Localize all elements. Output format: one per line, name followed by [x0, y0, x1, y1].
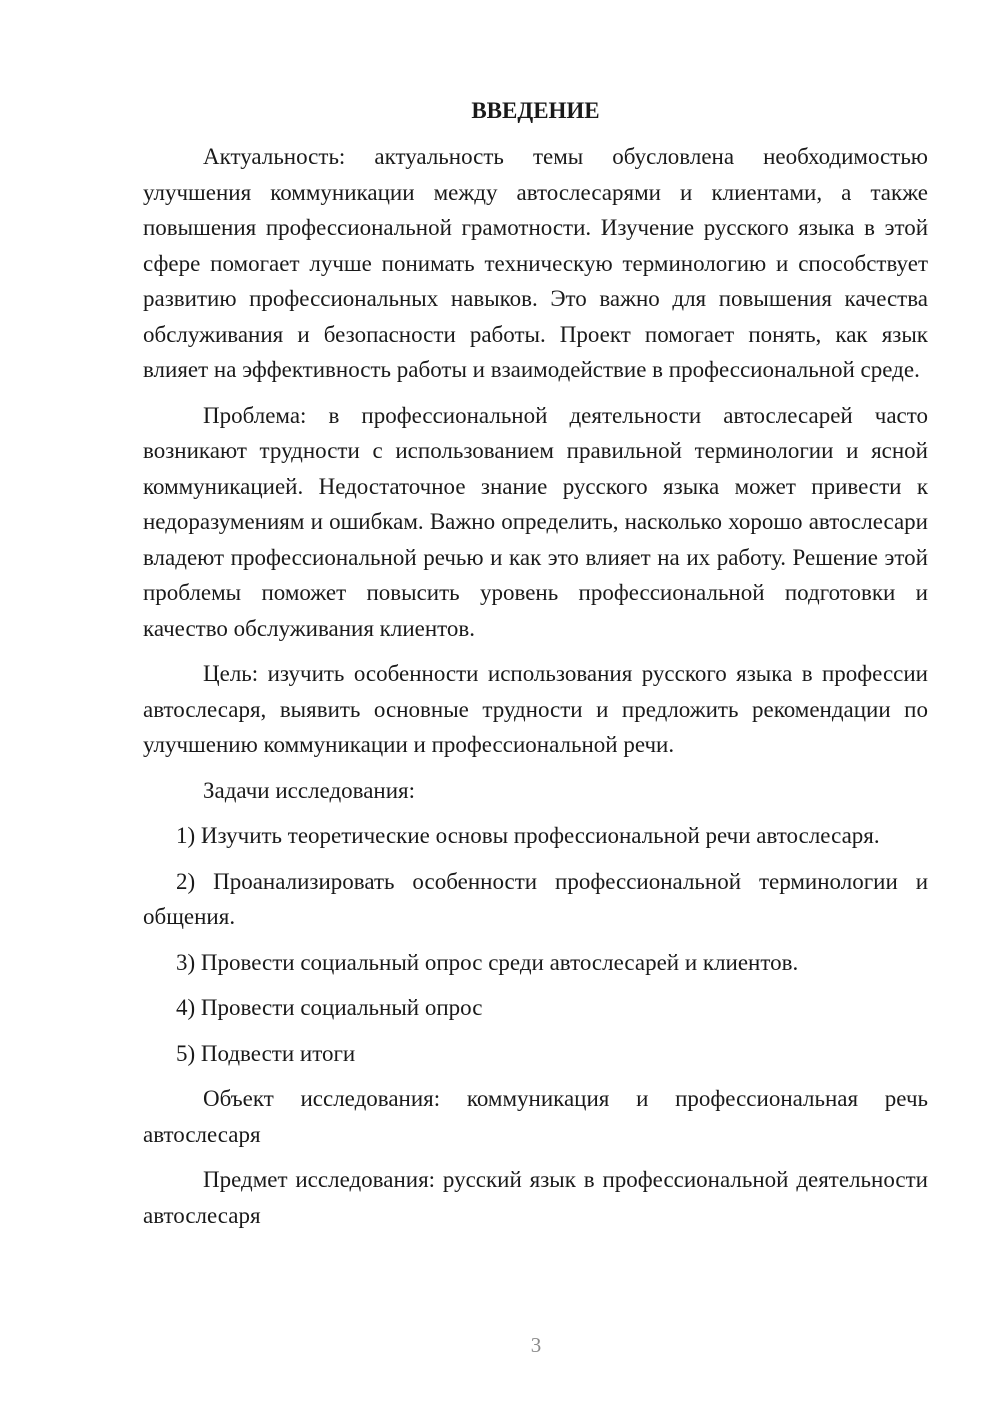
paragraph-relevance: Актуальность: актуальность темы обусловлена необходимостью улучшения коммуникации между автослесарями и клиентами, а также повышения профессиональной грамотности. Изучение русского языка в этой сфере помогает лучше понимать техническую терминологию и способствует развитию профессиональных навыков. Это важно для повышения качества обслуживания и безопасности работы. Проект помогает понять, как язык влияет на эффективность работы и взаимодействие в профессиональной среде.	[143, 144, 928, 382]
task-item-2: 2) Проанализировать особенности профессиональной терминологии и общения.	[143, 868, 928, 929]
page-number: 3	[530, 1333, 542, 1357]
paragraph-subject: Предмет исследования: русский язык в профессиональной деятельности автослесаря	[143, 1167, 928, 1228]
paragraph-problem: Проблема: в профессиональной деятельности автослесарей часто возникают трудности с использованием правильной терминологии и ясной коммуникацией. Недостаточное знание русского языка может привести к недоразумениям и ошибкам. Важно определить, насколько хорошо автослесари владеют профессиональной речью и как это влияет на их работу. Решение этой проблемы поможет повысить уровень профессиональной подготовки и качество обслуживания клиентов.	[143, 402, 928, 641]
task-item-5: 5) Подвести итоги	[176, 1040, 356, 1066]
task-item-3: 3) Провести социальный опрос среди автослесарей и клиентов.	[176, 949, 799, 975]
page-content	[143, 93, 928, 1243]
task-item-1: 1) Изучить теоретические основы профессиональной речи автослесаря.	[176, 823, 880, 848]
paragraph-goal: Цель: изучить особенности использования русского языка в профессии автослесаря, выявить основные трудности и предложить рекомендации по улучшению коммуникации и профессиональной речи.	[143, 661, 928, 757]
tasks-heading: Задачи исследования:	[203, 777, 416, 803]
paragraph-object: Объект исследования: коммуникация и профессиональная речь автослесаря	[143, 1086, 928, 1147]
page-title: ВВЕДЕНИЕ	[471, 98, 600, 123]
task-item-4: 4) Провести социальный опрос	[176, 995, 483, 1020]
